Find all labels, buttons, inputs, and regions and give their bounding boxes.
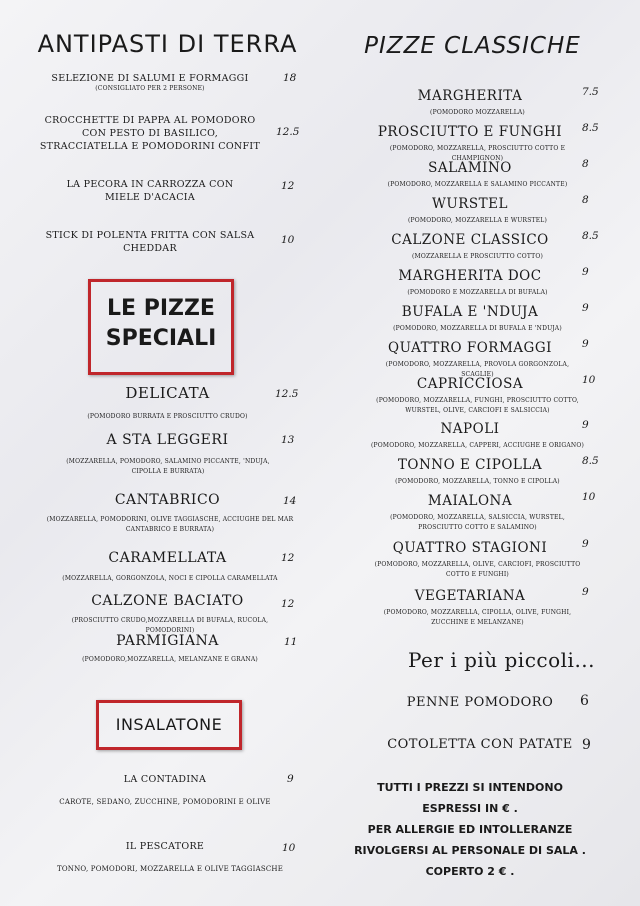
antipasti-item: SELEZIONE DI SALUMI E FORMAGGI (CONSIGLIATO PER 2 PERSONE) [51, 73, 249, 92]
antipasti-item: STICK DI POLENTA FRITTA CON SALSA CHEDDAR [45, 230, 255, 254]
item-price: 10 [582, 491, 596, 503]
item-price: 8.5 [582, 122, 599, 134]
classica-desc: (POMODORO, MOZZARELLA, PROVOLA GORGONZOLA, SCAGLIE) [385, 361, 570, 378]
item-price: 18 [283, 72, 297, 84]
insalata-name: LA CONTADINA [123, 774, 207, 785]
classica-name: PROSCIUTTO E FUNGHI [377, 124, 563, 140]
speciali-item-desc: (MOZZARELLA, POMODORINI, OLIVE TAGGIASCHE, ACCIUGHE DEL MAR CANTABRICO E BURRATA) [46, 516, 294, 533]
classica-name: CAPRICCIOSA [416, 376, 524, 392]
item-price: 8.5 [582, 455, 599, 467]
item-price: 11 [284, 636, 298, 648]
classica-desc: (POMODORO E MOZZARELLA DI BUFALA) [407, 289, 548, 296]
speciali-item-name: CALZONE BACIATO [91, 593, 244, 609]
item-price: 9 [287, 773, 294, 785]
item-price: 10 [582, 374, 596, 386]
item-price: 12 [281, 598, 295, 610]
classica-name: QUATTRO STAGIONI [392, 540, 548, 556]
speciali-item-desc: (POMODORO,MOZZARELLA, MELANZANE E GRANA) [82, 656, 258, 663]
speciali-item-name: CANTABRICO [114, 492, 221, 508]
insalata-desc: CAROTE, SEDANO, ZUCCHINE, POMODORINI E OLIVE [59, 798, 271, 806]
speciali-item-desc: (POMODORO BURRATA E PROSCIUTTO CRUDO) [87, 413, 248, 420]
item-price: 9 [582, 266, 589, 278]
speciali-title-line2: SPECIALI [105, 326, 217, 351]
item-price: 13 [281, 434, 295, 446]
item-price: 9 [582, 538, 589, 550]
classica-name: TONNO E CIPOLLA [397, 457, 543, 473]
item-price: 9 [582, 419, 589, 431]
item-price: 10 [281, 234, 295, 246]
item-price: 12 [281, 552, 295, 564]
antipasti-item: CROCCHETTE DI PAPPA AL POMODORO CON PESTO DI BASILICO, STRACCIATELLA E POMODORINI CONFIT [39, 115, 261, 152]
classica-name: MAIALONA [427, 493, 513, 509]
insalatone-box [96, 700, 242, 750]
classica-desc: (POMODORO, MOZZARELLA, TONNO E CIPOLLA) [395, 478, 560, 485]
speciali-item-name: A STA LEGGERI [106, 432, 229, 448]
classica-name: SALAMINO [428, 160, 512, 176]
speciali-item-name: DELICATA [125, 384, 210, 402]
classica-name: WURSTEL [432, 196, 508, 212]
classica-desc: (POMODORO, MOZZARELLA DI BUFALA E 'NDUJA) [393, 325, 562, 332]
classica-name: CALZONE CLASSICO [391, 232, 549, 248]
item-price: 12.5 [275, 388, 299, 400]
item-price: 6 [580, 693, 589, 709]
kids-item-name: PENNE POMODORO [406, 695, 554, 710]
insalata-name: IL PESCATORE [125, 841, 205, 852]
speciali-item-desc: (MOZZARELLA, GORGONZOLA, NOCI E CIPOLLA CARAMELLATA [62, 575, 278, 582]
item-price: 9 [582, 737, 591, 753]
classica-desc: (POMODORO, MOZZARELLA E SALAMINO PICCANTE) [387, 181, 568, 188]
classica-desc: (POMODORO, MOZZARELLA, CAPPERI, ACCIUGHE E ORIGANO) [371, 442, 584, 449]
classica-desc: (POMODORO, MOZZARELLA E WURSTEL) [407, 217, 548, 224]
item-price: 9 [582, 302, 589, 314]
classica-desc: (POMODORO, MOZZARELLA, PROSCIUTTO COTTO E CHAMPIGNON) [389, 145, 566, 162]
item-price: 12 [281, 180, 295, 192]
speciali-item-desc: (PROSCIUTTO CRUDO,MOZZARELLA DI BUFALA, RUCOLA, POMODORINI) [71, 617, 269, 634]
item-price: 14 [283, 495, 297, 507]
antipasti-item: LA PECORA IN CARROZZA CON MIELE D'ACACIA [66, 179, 234, 203]
item-price: 8 [582, 194, 589, 206]
item-price: 10 [282, 842, 296, 854]
classica-name: BUFALA E 'NDUJA [401, 304, 539, 320]
item-price: 8.5 [582, 230, 599, 242]
item-price: 9 [582, 586, 589, 598]
classica-desc: (POMODORO, MOZZARELLA, CIPOLLA, OLIVE, FUNGHI, ZUCCHINE E MELANZANE) [383, 609, 572, 626]
kids-item-name: COTOLETTA CON PATATE [387, 737, 573, 752]
classica-name: QUATTRO FORMAGGI [388, 340, 552, 356]
classica-name: NAPOLI [440, 421, 500, 437]
classiche-title: PIZZE CLASSICHE [364, 33, 581, 59]
classica-name: MARGHERITA DOC [398, 268, 542, 284]
classica-desc: (MOZZARELLA E PROSCIUTTO COTTO) [411, 253, 544, 260]
insalatone-title: INSALATONE [115, 715, 223, 734]
pizze-speciali-box [88, 279, 234, 375]
speciali-item-desc: (MOZZARELLA, POMODORO, SALAMINO PICCANTE, 'NDUJA, CIPOLLA E BURRATA) [66, 458, 270, 475]
antipasti-title: ANTIPASTI DI TERRA [37, 30, 298, 58]
classica-name: VEGETARIANA [414, 588, 526, 604]
classica-desc: (POMODORO, MOZZARELLA, SALSICCIA, WURSTEL, PROSCIUTTO COTTO E SALAMINO) [390, 514, 565, 531]
classica-desc: (POMODORO, MOZZARELLA, FUNGHI, PROSCIUTTO COTTO, WURSTEL, OLIVE, CARCIOFI E SALSICCIA) [376, 397, 579, 414]
speciali-title-line1: LE PIZZE [107, 296, 215, 321]
footer-note: TUTTI I PREZZI SI INTENDONO ESPRESSI IN € . PER ALLERGIE ED INTOLLERANZE RIVOLGERSI AL PERSONALE DI SALA . COPERTO 2 € . [354, 781, 586, 878]
speciali-item-name: CARAMELLATA [108, 550, 227, 566]
classica-desc: (POMODORO MOZZARELLA) [430, 109, 525, 116]
item-price: 12.5 [276, 126, 300, 138]
classica-name: MARGHERITA [417, 88, 523, 104]
insalata-desc: TONNO, POMODORI, MOZZARELLA E OLIVE TAGGIASCHE [56, 865, 284, 873]
speciali-item-name: PARMIGIANA [116, 633, 219, 649]
classica-desc: (POMODORO, MOZZARELLA, OLIVE, CARCIOFI, PROSCIUTTO COTTO E FUNGHI) [374, 561, 581, 578]
piccoli-title: Per i più piccoli... [408, 648, 596, 672]
item-price: 9 [582, 338, 589, 350]
item-price: 8 [582, 158, 589, 170]
item-price: 7.5 [582, 86, 599, 98]
